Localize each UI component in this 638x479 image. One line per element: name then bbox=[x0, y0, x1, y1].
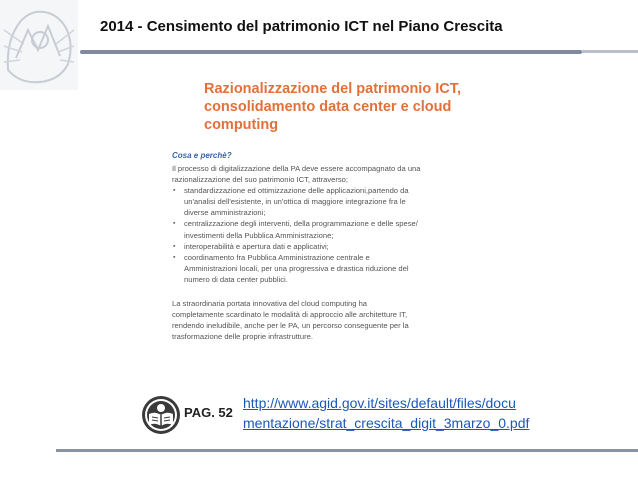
source-document-link[interactable] bbox=[243, 393, 563, 433]
document-heading bbox=[204, 80, 476, 134]
bullet-item bbox=[184, 185, 470, 218]
bullet-line: interoperabilità e apertura dati e applicativi; bbox=[184, 241, 329, 251]
document-heading-line: computing bbox=[204, 117, 279, 133]
bullet-line: investimenti della Pubblica Amministrazione; bbox=[184, 230, 334, 240]
closing-line: rendendo ineludibile, anche per le PA, un percorso conseguente per la bbox=[172, 321, 409, 331]
intro-line: Il processo di digitalizzazione della PA deve essere accompagnato da una bbox=[172, 164, 421, 173]
bullet-line: diverse amministrazioni; bbox=[184, 208, 266, 218]
reading-book-icon bbox=[140, 394, 182, 436]
header-divider bbox=[80, 50, 582, 54]
intro-paragraph bbox=[172, 163, 470, 185]
bullet-line: Amministrazioni locali, per una progressiva e drastica riduzione del bbox=[184, 263, 409, 273]
bullet-item bbox=[184, 252, 470, 285]
winged-lion-logo bbox=[0, 0, 78, 90]
footer-divider bbox=[56, 449, 638, 452]
document-excerpt bbox=[164, 68, 474, 380]
intro-line: razionalizzazione del suo patrimonio ICT, attraverso; bbox=[172, 175, 349, 185]
closing-line: trasformazione delle proprie infrastrutture. bbox=[172, 332, 313, 342]
bullet-list bbox=[172, 185, 470, 285]
link-line[interactable]: http://www.agid.gov.it/sites/default/files/docu bbox=[243, 395, 516, 411]
closing-line: La straordinaria portata innovativa del cloud computing ha bbox=[172, 299, 368, 309]
document-body bbox=[172, 163, 470, 342]
bullet-line: centralizzazione degli interventi, della programmazione e delle spese/ bbox=[184, 219, 418, 229]
bullet-line: standardizzazione ed ottimizzazione delle applicazioni,partendo da bbox=[184, 186, 409, 196]
document-heading-line: consolidamento data center e cloud bbox=[204, 99, 452, 115]
closing-line: completamente scardinato le modalità di approccio alle architetture IT, bbox=[172, 310, 408, 320]
header-divider-end bbox=[582, 50, 638, 53]
link-line[interactable]: mentazione/strat_crescita_digit_3marzo_0.pdf bbox=[243, 415, 530, 431]
bullet-line: un'analisi dell'esistente, in un'ottica di maggiore integrazione fra le bbox=[184, 197, 406, 207]
page-reference: PAG. 52 bbox=[184, 405, 233, 420]
bullet-item bbox=[184, 241, 470, 252]
slide-title: 2014 - Censimento del patrimonio ICT nel Piano Crescita bbox=[100, 18, 503, 35]
bullet-line: coordinamento fra Pubblica Amministrazione centrale e bbox=[184, 252, 370, 262]
document-heading-line: Razionalizzazione del patrimonio ICT, bbox=[204, 81, 461, 97]
closing-paragraph bbox=[172, 298, 470, 342]
bullet-line: numero di data center pubblici. bbox=[184, 274, 288, 284]
document-question: Cosa e perchè? bbox=[172, 151, 232, 160]
bullet-item bbox=[184, 218, 470, 240]
